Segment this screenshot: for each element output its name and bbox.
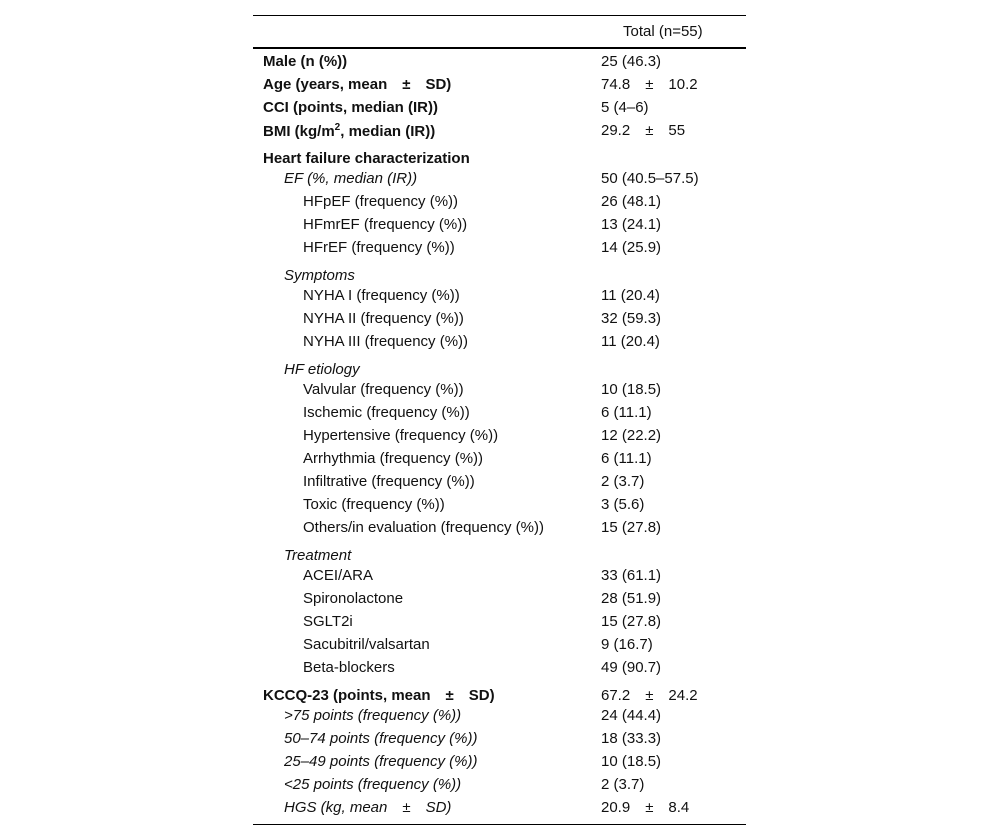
row-value: 25 (46.3) xyxy=(601,53,662,70)
table-row xyxy=(253,401,746,424)
row-label: Others/in evaluation (frequency (%)) xyxy=(303,519,544,536)
row-label: >75 points (frequency (%)) xyxy=(284,707,462,724)
row-value: 9 (16.7) xyxy=(601,636,653,653)
row-label: <25 points (frequency (%)) xyxy=(284,776,462,793)
row-label: HFmrEF (frequency (%)) xyxy=(303,216,468,233)
row-value: 14 (25.9) xyxy=(601,239,662,256)
row-value: 33 (61.1) xyxy=(601,567,662,584)
row-value: 29.2 ± 55 xyxy=(601,122,686,139)
row-value: 15 (27.8) xyxy=(601,519,662,536)
table-body xyxy=(253,50,746,819)
table-row xyxy=(253,610,746,633)
row-label: NYHA III (frequency (%)) xyxy=(303,333,469,350)
row-label: KCCQ-23 (points, mean ± SD) xyxy=(263,687,495,704)
row-value: 11 (20.4) xyxy=(601,287,660,304)
row-label: Age (years, mean ± SD) xyxy=(263,76,452,93)
row-label: EF (%, median (IR)) xyxy=(284,170,418,187)
row-value: 10 (18.5) xyxy=(601,381,662,398)
table-row xyxy=(253,750,746,773)
row-label: Beta-blockers xyxy=(303,659,395,676)
row-value: 24 (44.4) xyxy=(601,707,662,724)
header-total-column: Total (n=55) xyxy=(623,23,703,40)
row-value: 5 (4–6) xyxy=(601,99,649,116)
row-label: Sacubitril/valsartan xyxy=(303,636,430,653)
row-value: 28 (51.9) xyxy=(601,590,662,607)
table-row xyxy=(253,424,746,447)
table-row xyxy=(253,284,746,307)
row-label: NYHA I (frequency (%)) xyxy=(303,287,460,304)
table-row xyxy=(253,119,746,142)
row-value: 2 (3.7) xyxy=(601,473,645,490)
row-label: Male (n (%)) xyxy=(263,53,348,70)
table-row xyxy=(253,633,746,656)
row-label: HFrEF (frequency (%)) xyxy=(303,239,455,256)
row-value: 6 (11.1) xyxy=(601,450,652,467)
row-value: 6 (11.1) xyxy=(601,404,652,421)
row-label: NYHA II (frequency (%)) xyxy=(303,310,464,327)
row-value: 12 (22.2) xyxy=(601,427,662,444)
row-label: Arrhythmia (frequency (%)) xyxy=(303,450,484,467)
table-row xyxy=(253,704,746,727)
table-row xyxy=(253,330,746,353)
row-value: 32 (59.3) xyxy=(601,310,662,327)
table-row xyxy=(253,213,746,236)
row-label: 25–49 points (frequency (%)) xyxy=(284,753,478,770)
row-label: SGLT2i xyxy=(303,613,353,630)
row-value: 20.9 ± 8.4 xyxy=(601,799,690,816)
table-row xyxy=(253,727,746,750)
row-label: 50–74 points (frequency (%)) xyxy=(284,730,478,747)
table-row xyxy=(253,470,746,493)
table-row xyxy=(253,679,746,704)
row-value: 49 (90.7) xyxy=(601,659,662,676)
row-label: Infiltrative (frequency (%)) xyxy=(303,473,475,490)
row-value: 13 (24.1) xyxy=(601,216,662,233)
table-row xyxy=(253,96,746,119)
header-rule xyxy=(253,47,746,49)
row-label: HGS (kg, mean ± SD) xyxy=(284,799,452,816)
row-label: Valvular (frequency (%)) xyxy=(303,381,464,398)
row-label: Treatment xyxy=(284,547,352,564)
row-label: HF etiology xyxy=(284,361,360,378)
bottom-rule xyxy=(253,824,746,825)
row-label: Spironolactone xyxy=(303,590,404,607)
table-row xyxy=(253,236,746,259)
row-value: 11 (20.4) xyxy=(601,333,660,350)
row-label: Ischemic (frequency (%)) xyxy=(303,404,470,421)
table-row xyxy=(253,73,746,96)
row-value: 18 (33.3) xyxy=(601,730,662,747)
row-value: 10 (18.5) xyxy=(601,753,662,770)
row-label: CCI (points, median (IR)) xyxy=(263,99,438,116)
table-row xyxy=(253,167,746,190)
table-row xyxy=(253,516,746,539)
table-row xyxy=(253,773,746,796)
table-header-row xyxy=(253,16,746,47)
table-row xyxy=(253,493,746,516)
row-value: 2 (3.7) xyxy=(601,776,645,793)
table-row xyxy=(253,142,746,167)
table-row xyxy=(253,378,746,401)
row-label: Symptoms xyxy=(284,267,355,284)
row-label: Toxic (frequency (%)) xyxy=(303,496,445,513)
row-value: 15 (27.8) xyxy=(601,613,662,630)
row-value: 3 (5.6) xyxy=(601,496,645,513)
table-row xyxy=(253,564,746,587)
table-row xyxy=(253,307,746,330)
table-row xyxy=(253,656,746,679)
row-label: HFpEF (frequency (%)) xyxy=(303,193,459,210)
row-value: 74.8 ± 10.2 xyxy=(601,76,698,93)
table-row xyxy=(253,539,746,564)
row-label: ACEI/ARA xyxy=(303,567,374,584)
table-row xyxy=(253,50,746,73)
table-row xyxy=(253,796,746,819)
table-row xyxy=(253,353,746,378)
row-label: BMI ($kg/m^2$, median (IR)) xyxy=(263,121,436,140)
row-value: 26 (48.1) xyxy=(601,193,662,210)
table-row xyxy=(253,447,746,470)
row-label: Heart failure characterization xyxy=(263,150,470,167)
table-row xyxy=(253,259,746,284)
row-label: Hypertensive (frequency (%)) xyxy=(303,427,499,444)
table-row xyxy=(253,190,746,213)
row-value: 50 (40.5–57.5) xyxy=(601,170,699,187)
table-row xyxy=(253,587,746,610)
row-value: 67.2 ± 24.2 xyxy=(601,687,698,704)
characteristics-table xyxy=(253,15,746,825)
